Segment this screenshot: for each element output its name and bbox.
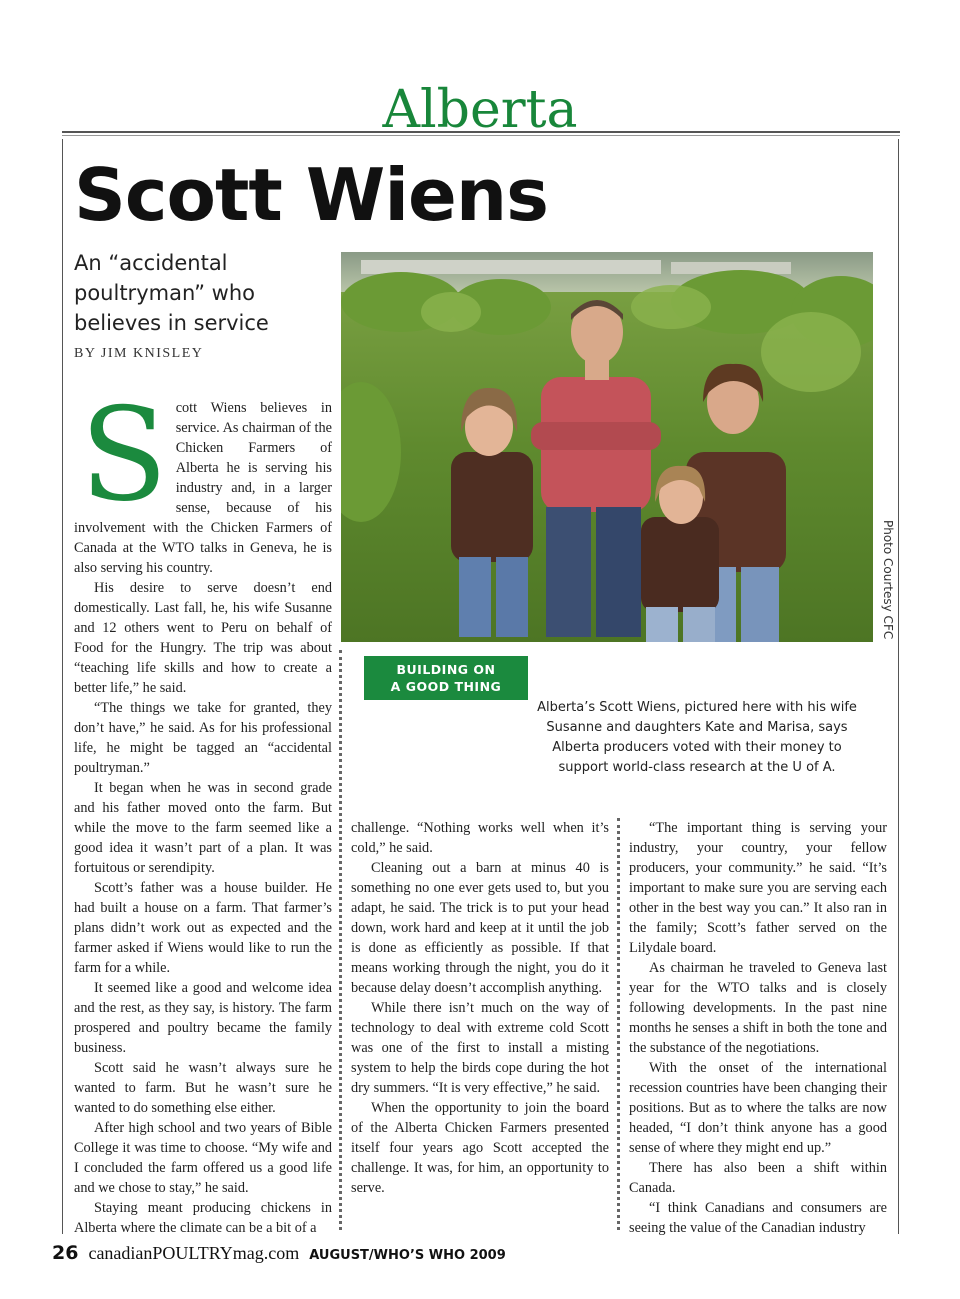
- paragraph: cott Wiens believes in service. As chairman of the Chicken Farmers of Alberta he is serving his industry and, in a larger sense, because of his involvement with the Chicken Farmers of Canada at the WTO talks in Geneva, he is also serving his country.: [74, 400, 332, 576]
- photo-caption: Alberta’s Scott Wiens, pictured here with his wife Susanne and daughters Kate and Marisa, says Alberta producers voted with their money to support world-class research at the U of A.: [537, 700, 857, 775]
- paragraph: There has also been a shift within Canada.: [629, 1160, 887, 1196]
- section-title: Alberta: [382, 80, 578, 140]
- paragraph: When the opportunity to join the board of the Alberta Chicken Farmers presented itself four years ago Scott accepted the challenge. It was, for him, an opportunity to serve.: [351, 1100, 609, 1196]
- article-headline: Scott Wiens: [74, 153, 548, 237]
- article-column-1: [74, 381, 332, 1238]
- paragraph: Cleaning out a barn at minus 40 is something no one ever gets used to, but you adapt, he said. The trick is to put your head down, work hard and keep at it until the job is done as efficiently as possible. If that means working through the night, you do it because delay doesn’t accomplish anything.: [351, 860, 609, 996]
- paragraph: It began when he was in second grade and his father moved onto the farm. But while the move to the farm seemed like a good idea it wasn’t part of a plan. It was fortuitous or serendipity.: [74, 780, 332, 876]
- paragraph: His desire to serve doesn’t end domestically. Last fall, he, his wife Susanne and 12 others went to Peru on behalf of Food for the Hungry. The trip was about “teaching life skills and how to create a better life,” he said.: [74, 580, 332, 696]
- article-deck: An “accidental poultryman” who believes in service: [74, 251, 269, 335]
- frame-right-border: [898, 139, 899, 1234]
- paragraph: While there isn’t much on the way of technology to deal with extreme cold Scott was one of the first to install a misting system to help the birds cope during the hot dry summers. “It is very effective,” he said.: [351, 1000, 609, 1096]
- paragraph: After high school and two years of Bible College it was time to choose. “My wife and I concluded the farm offered us a good life and we chose to stay,” he said.: [74, 1120, 332, 1196]
- site-url: canadianPOULTRYmag.com: [88, 1243, 300, 1263]
- page-footer: [52, 1242, 506, 1264]
- paragraph: “The things we take for granted, they don’t have,” he said. As for his professional life, he might be tagged an “accidental poultryman.”: [74, 700, 332, 776]
- paragraph: “I think Canadians and consumers are seeing the value of the Canadian industry: [629, 1200, 887, 1236]
- paragraph: Scott’s father was a house builder. He had built a house on a farm. That farmer’s plans didn’t work out as expected and the farmer asked if Wiens would like to run the farm for a while.: [74, 880, 332, 976]
- article-column-3: [629, 818, 887, 1238]
- paragraph: It seemed like a good and welcome idea and the rest, as they say, is history. The farm prospered and poultry became the family business.: [74, 980, 332, 1056]
- photo-credit: Photo Courtesy CFC: [881, 520, 895, 640]
- paragraph: With the onset of the international recession countries have been changing their positions. But as to where the talks are now headed, “I don’t think anyone has a good sense of where they might end up.”: [629, 1060, 887, 1156]
- sidebar-label-line2: A GOOD THING: [390, 679, 502, 694]
- column-divider: [339, 650, 342, 1230]
- issue-label: AUGUST/WHO’S WHO 2009: [309, 1248, 506, 1263]
- family-photo: [341, 252, 873, 642]
- paragraph: challenge. “Nothing works well when it’s cold,” he said.: [351, 820, 609, 856]
- header-rule: [62, 131, 900, 133]
- drop-cap: S: [80, 381, 168, 530]
- sidebar-label-badge: [364, 656, 528, 700]
- column-divider: [617, 818, 620, 1230]
- paragraph: Staying meant producing chickens in Alberta where the climate can be a bit of a: [74, 1200, 332, 1236]
- paragraph: As chairman he traveled to Geneva last year for the WTO talks and is closely following developments. In the past nine months he senses a shift in both the tone and the substance of the negotiations.: [629, 960, 887, 1056]
- paragraph: “The important thing is serving your industry, your country, your fellow producers, your community.” he said. “It’s important to make sure you are serving each other in the best way you can.” It also ran in the family; Scott’s father served on the Lilydale board.: [629, 820, 887, 956]
- header-rule-thin: [62, 135, 900, 136]
- article-byline: BY JIM KNISLEY: [74, 346, 204, 361]
- article-column-2: [351, 818, 609, 1198]
- sidebar-label-line1: BUILDING ON: [396, 662, 496, 677]
- page-number: 26: [52, 1242, 79, 1264]
- paragraph: Scott said he wasn’t always sure he wanted to farm. But he wasn’t sure he wanted to do something else either.: [74, 1060, 332, 1116]
- frame-left-border: [62, 139, 63, 1234]
